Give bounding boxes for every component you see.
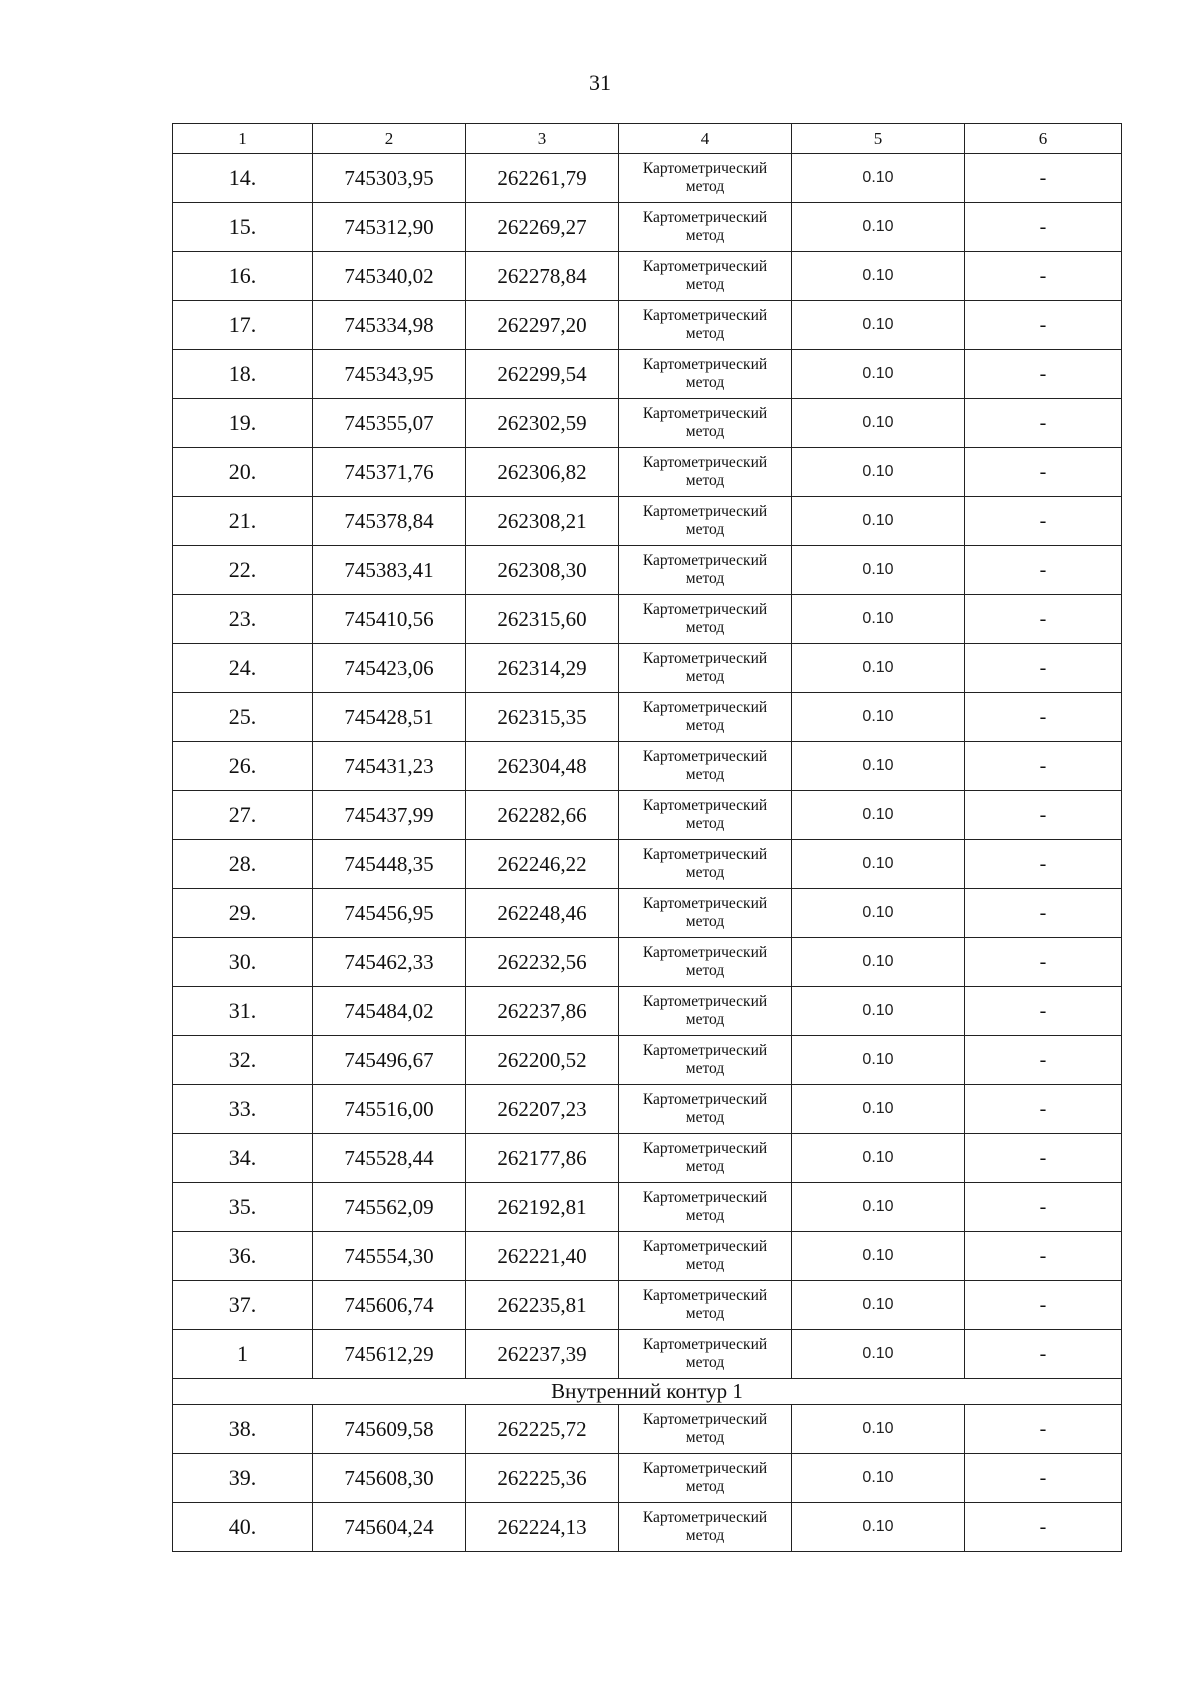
method-line-2: метод (685, 668, 725, 685)
coordinate-x-cell: 745609,58 (313, 1405, 466, 1454)
coordinate-x-cell: 745462,33 (313, 938, 466, 987)
description-cell: - (965, 546, 1122, 595)
coordinate-y-cell: 262297,20 (466, 301, 619, 350)
description-cell: - (965, 203, 1122, 252)
method-line-1: Картометрический (642, 993, 768, 1010)
method-cell (619, 840, 792, 889)
point-number-cell: 30. (173, 938, 313, 987)
accuracy-cell: 0.10 (792, 1085, 965, 1134)
method-line-2: метод (685, 374, 725, 391)
method-line-1: Картометрический (642, 1509, 768, 1526)
coordinate-x-cell: 745340,02 (313, 252, 466, 301)
table-row (173, 1085, 1122, 1134)
accuracy-cell: 0.10 (792, 154, 965, 203)
method-cell (619, 791, 792, 840)
point-number-cell: 23. (173, 595, 313, 644)
coordinate-x-cell: 745612,29 (313, 1330, 466, 1379)
coordinate-y-cell: 262302,59 (466, 399, 619, 448)
method-line-1: Картометрический (642, 1042, 768, 1059)
description-cell: - (965, 1281, 1122, 1330)
coordinate-y-cell: 262207,23 (466, 1085, 619, 1134)
table-row (173, 448, 1122, 497)
method-line-2: метод (685, 1207, 725, 1224)
method-line-2: метод (685, 619, 725, 636)
method-cell (619, 742, 792, 791)
coordinate-y-cell: 262308,21 (466, 497, 619, 546)
method-line-2: метод (685, 472, 725, 489)
method-cell (619, 889, 792, 938)
table-row (173, 1134, 1122, 1183)
method-line-2: метод (685, 1109, 725, 1126)
method-line-1: Картометрический (642, 552, 768, 569)
coordinate-x-cell: 745516,00 (313, 1085, 466, 1134)
accuracy-cell: 0.10 (792, 1134, 965, 1183)
coordinates-table (172, 123, 1122, 1552)
method-line-2: метод (685, 178, 725, 195)
point-number-cell: 40. (173, 1503, 313, 1552)
method-line-2: метод (685, 1527, 725, 1544)
point-number-cell: 20. (173, 448, 313, 497)
column-header: 4 (619, 124, 792, 154)
point-number-cell: 39. (173, 1454, 313, 1503)
method-line-2: метод (685, 1256, 725, 1273)
description-cell: - (965, 399, 1122, 448)
description-cell: - (965, 154, 1122, 203)
method-line-2: метод (685, 864, 725, 881)
accuracy-cell: 0.10 (792, 938, 965, 987)
coordinate-y-cell: 262225,72 (466, 1405, 619, 1454)
method-line-2: метод (685, 521, 725, 538)
method-cell (619, 448, 792, 497)
method-cell (619, 644, 792, 693)
method-cell (619, 154, 792, 203)
method-cell (619, 203, 792, 252)
method-cell (619, 1405, 792, 1454)
point-number-cell: 19. (173, 399, 313, 448)
accuracy-cell: 0.10 (792, 448, 965, 497)
method-line-1: Картометрический (642, 1460, 768, 1477)
method-cell (619, 1330, 792, 1379)
accuracy-cell: 0.10 (792, 252, 965, 301)
description-cell: - (965, 693, 1122, 742)
table-row (173, 1036, 1122, 1085)
accuracy-cell: 0.10 (792, 546, 965, 595)
coordinate-x-cell: 745528,44 (313, 1134, 466, 1183)
method-line-2: метод (685, 276, 725, 293)
coordinate-x-cell: 745383,41 (313, 546, 466, 595)
method-cell (619, 301, 792, 350)
description-cell: - (965, 1134, 1122, 1183)
coordinate-y-cell: 262237,39 (466, 1330, 619, 1379)
description-cell: - (965, 252, 1122, 301)
table-row (173, 742, 1122, 791)
method-cell (619, 1232, 792, 1281)
coordinate-x-cell: 745410,56 (313, 595, 466, 644)
point-number-cell: 36. (173, 1232, 313, 1281)
accuracy-cell: 0.10 (792, 203, 965, 252)
description-cell: - (965, 595, 1122, 644)
table-row (173, 840, 1122, 889)
point-number-cell: 34. (173, 1134, 313, 1183)
accuracy-cell: 0.10 (792, 840, 965, 889)
method-line-1: Картометрический (642, 699, 768, 716)
method-line-1: Картометрический (642, 601, 768, 618)
method-cell (619, 497, 792, 546)
column-header: 5 (792, 124, 965, 154)
coordinate-y-cell: 262225,36 (466, 1454, 619, 1503)
table-row (173, 1454, 1122, 1503)
method-line-2: метод (685, 1158, 725, 1175)
table-row (173, 301, 1122, 350)
table-row (173, 1281, 1122, 1330)
method-line-1: Картометрический (642, 650, 768, 667)
coordinate-x-cell: 745606,74 (313, 1281, 466, 1330)
method-cell (619, 595, 792, 644)
method-cell (619, 1036, 792, 1085)
method-line-2: метод (685, 227, 725, 244)
table-row (173, 1405, 1122, 1454)
coordinate-x-cell: 745423,06 (313, 644, 466, 693)
accuracy-cell: 0.10 (792, 1036, 965, 1085)
accuracy-cell: 0.10 (792, 644, 965, 693)
description-cell: - (965, 742, 1122, 791)
coordinate-x-cell: 745437,99 (313, 791, 466, 840)
method-line-2: метод (685, 962, 725, 979)
point-number-cell: 31. (173, 987, 313, 1036)
point-number-cell: 28. (173, 840, 313, 889)
description-cell: - (965, 350, 1122, 399)
method-line-1: Картометрический (642, 1411, 768, 1428)
method-line-1: Картометрический (642, 1189, 768, 1206)
point-number-cell: 18. (173, 350, 313, 399)
point-number-cell: 26. (173, 742, 313, 791)
point-number-cell: 38. (173, 1405, 313, 1454)
method-cell (619, 1281, 792, 1330)
column-header: 6 (965, 124, 1122, 154)
method-line-1: Картометрический (642, 209, 768, 226)
coordinate-x-cell: 745608,30 (313, 1454, 466, 1503)
point-number-cell: 24. (173, 644, 313, 693)
accuracy-cell: 0.10 (792, 399, 965, 448)
point-number-cell: 33. (173, 1085, 313, 1134)
method-line-2: метод (685, 1011, 725, 1028)
method-line-1: Картометрический (642, 307, 768, 324)
coordinate-x-cell: 745334,98 (313, 301, 466, 350)
coordinate-x-cell: 745484,02 (313, 987, 466, 1036)
table-row (173, 1330, 1122, 1379)
coordinate-y-cell: 262315,35 (466, 693, 619, 742)
method-line-1: Картометрический (642, 1238, 768, 1255)
coordinate-x-cell: 745431,23 (313, 742, 466, 791)
description-cell: - (965, 1183, 1122, 1232)
table-row (173, 1503, 1122, 1552)
method-cell (619, 1085, 792, 1134)
coordinate-x-cell: 745428,51 (313, 693, 466, 742)
coordinate-y-cell: 262304,48 (466, 742, 619, 791)
coordinate-y-cell: 262314,29 (466, 644, 619, 693)
column-header: 2 (313, 124, 466, 154)
method-line-1: Картометрический (642, 258, 768, 275)
column-header: 1 (173, 124, 313, 154)
method-cell (619, 350, 792, 399)
accuracy-cell: 0.10 (792, 742, 965, 791)
coordinate-x-cell: 745343,95 (313, 350, 466, 399)
method-line-1: Картометрический (642, 895, 768, 912)
accuracy-cell: 0.10 (792, 987, 965, 1036)
table-row (173, 987, 1122, 1036)
method-line-2: метод (685, 815, 725, 832)
column-header: 3 (466, 124, 619, 154)
method-cell (619, 987, 792, 1036)
coordinate-x-cell: 745604,24 (313, 1503, 466, 1552)
method-line-1: Картометрический (642, 405, 768, 422)
description-cell: - (965, 644, 1122, 693)
coordinate-x-cell: 745371,76 (313, 448, 466, 497)
description-cell: - (965, 987, 1122, 1036)
accuracy-cell: 0.10 (792, 889, 965, 938)
table-row (173, 546, 1122, 595)
accuracy-cell: 0.10 (792, 1330, 965, 1379)
description-cell: - (965, 1405, 1122, 1454)
description-cell: - (965, 840, 1122, 889)
method-cell (619, 1183, 792, 1232)
coordinate-y-cell: 262261,79 (466, 154, 619, 203)
method-line-2: метод (685, 570, 725, 587)
method-line-1: Картометрический (642, 846, 768, 863)
method-line-1: Картометрический (642, 356, 768, 373)
description-cell: - (965, 1085, 1122, 1134)
method-cell (619, 252, 792, 301)
coordinate-y-cell: 262299,54 (466, 350, 619, 399)
coordinate-y-cell: 262269,27 (466, 203, 619, 252)
point-number-cell: 21. (173, 497, 313, 546)
method-line-1: Картометрический (642, 1091, 768, 1108)
method-cell (619, 1454, 792, 1503)
table-row (173, 889, 1122, 938)
method-line-2: метод (685, 717, 725, 734)
coordinate-x-cell: 745303,95 (313, 154, 466, 203)
description-cell: - (965, 1036, 1122, 1085)
method-line-1: Картометрический (642, 944, 768, 961)
description-cell: - (965, 889, 1122, 938)
method-cell (619, 693, 792, 742)
accuracy-cell: 0.10 (792, 497, 965, 546)
coordinate-y-cell: 262192,81 (466, 1183, 619, 1232)
table-row (173, 644, 1122, 693)
point-number-cell: 29. (173, 889, 313, 938)
coordinate-y-cell: 262221,40 (466, 1232, 619, 1281)
coordinate-x-cell: 745554,30 (313, 1232, 466, 1281)
coordinate-y-cell: 262237,86 (466, 987, 619, 1036)
description-cell: - (965, 938, 1122, 987)
method-line-1: Картометрический (642, 454, 768, 471)
coordinate-y-cell: 262248,46 (466, 889, 619, 938)
description-cell: - (965, 791, 1122, 840)
point-number-cell: 32. (173, 1036, 313, 1085)
coordinate-x-cell: 745456,95 (313, 889, 466, 938)
accuracy-cell: 0.10 (792, 693, 965, 742)
method-line-2: метод (685, 766, 725, 783)
coordinate-y-cell: 262315,60 (466, 595, 619, 644)
method-line-2: метод (685, 1305, 725, 1322)
method-line-2: метод (685, 1354, 725, 1371)
method-line-2: метод (685, 1429, 725, 1446)
coordinate-x-cell: 745355,07 (313, 399, 466, 448)
description-cell: - (965, 1232, 1122, 1281)
coordinate-y-cell: 262278,84 (466, 252, 619, 301)
coordinate-x-cell: 745312,90 (313, 203, 466, 252)
coordinate-y-cell: 262224,13 (466, 1503, 619, 1552)
coordinate-y-cell: 262308,30 (466, 546, 619, 595)
method-line-2: метод (685, 913, 725, 930)
accuracy-cell: 0.10 (792, 1454, 965, 1503)
method-cell (619, 1134, 792, 1183)
coordinate-x-cell: 745378,84 (313, 497, 466, 546)
coordinate-y-cell: 262200,52 (466, 1036, 619, 1085)
method-line-2: метод (685, 325, 725, 342)
accuracy-cell: 0.10 (792, 1232, 965, 1281)
method-cell (619, 546, 792, 595)
accuracy-cell: 0.10 (792, 1183, 965, 1232)
description-cell: - (965, 1454, 1122, 1503)
table-row (173, 1232, 1122, 1281)
accuracy-cell: 0.10 (792, 1405, 965, 1454)
table-row (173, 497, 1122, 546)
table-row (173, 1183, 1122, 1232)
point-number-cell: 15. (173, 203, 313, 252)
table-row (173, 595, 1122, 644)
method-cell (619, 938, 792, 987)
method-line-2: метод (685, 423, 725, 440)
accuracy-cell: 0.10 (792, 791, 965, 840)
table-row (173, 791, 1122, 840)
point-number-cell: 27. (173, 791, 313, 840)
method-cell (619, 399, 792, 448)
method-line-1: Картометрический (642, 160, 768, 177)
point-number-cell: 14. (173, 154, 313, 203)
method-line-1: Картометрический (642, 1287, 768, 1304)
method-line-1: Картометрический (642, 503, 768, 520)
coordinate-y-cell: 262232,56 (466, 938, 619, 987)
method-line-1: Картометрический (642, 748, 768, 765)
table-row (173, 693, 1122, 742)
method-line-1: Картометрический (642, 1336, 768, 1353)
table-row (173, 350, 1122, 399)
coordinate-y-cell: 262235,81 (466, 1281, 619, 1330)
coordinate-x-cell: 745562,09 (313, 1183, 466, 1232)
coordinate-y-cell: 262177,86 (466, 1134, 619, 1183)
method-line-1: Картометрический (642, 1140, 768, 1157)
point-number-cell: 37. (173, 1281, 313, 1330)
accuracy-cell: 0.10 (792, 350, 965, 399)
point-number-cell: 22. (173, 546, 313, 595)
description-cell: - (965, 1503, 1122, 1552)
point-number-cell: 17. (173, 301, 313, 350)
coordinate-x-cell: 745496,67 (313, 1036, 466, 1085)
method-cell (619, 1503, 792, 1552)
section-title: Внутренний контур 1 (173, 1379, 1122, 1405)
coordinate-y-cell: 262246,22 (466, 840, 619, 889)
accuracy-cell: 0.10 (792, 301, 965, 350)
coordinate-y-cell: 262282,66 (466, 791, 619, 840)
method-line-2: метод (685, 1478, 725, 1495)
table-row (173, 938, 1122, 987)
accuracy-cell: 0.10 (792, 595, 965, 644)
description-cell: - (965, 448, 1122, 497)
table-row (173, 203, 1122, 252)
table-row (173, 252, 1122, 301)
description-cell: - (965, 1330, 1122, 1379)
coordinate-x-cell: 745448,35 (313, 840, 466, 889)
method-line-1: Картометрический (642, 797, 768, 814)
accuracy-cell: 0.10 (792, 1281, 965, 1330)
table-row (173, 154, 1122, 203)
method-line-2: метод (685, 1060, 725, 1077)
description-cell: - (965, 301, 1122, 350)
page-number: 31 (589, 70, 611, 95)
section-row (173, 1379, 1122, 1405)
coordinate-y-cell: 262306,82 (466, 448, 619, 497)
table-row (173, 399, 1122, 448)
point-number-cell: 35. (173, 1183, 313, 1232)
point-number-cell: 25. (173, 693, 313, 742)
point-number-cell: 1 (173, 1330, 313, 1379)
point-number-cell: 16. (173, 252, 313, 301)
header-row (173, 124, 1122, 154)
description-cell: - (965, 497, 1122, 546)
accuracy-cell: 0.10 (792, 1503, 965, 1552)
